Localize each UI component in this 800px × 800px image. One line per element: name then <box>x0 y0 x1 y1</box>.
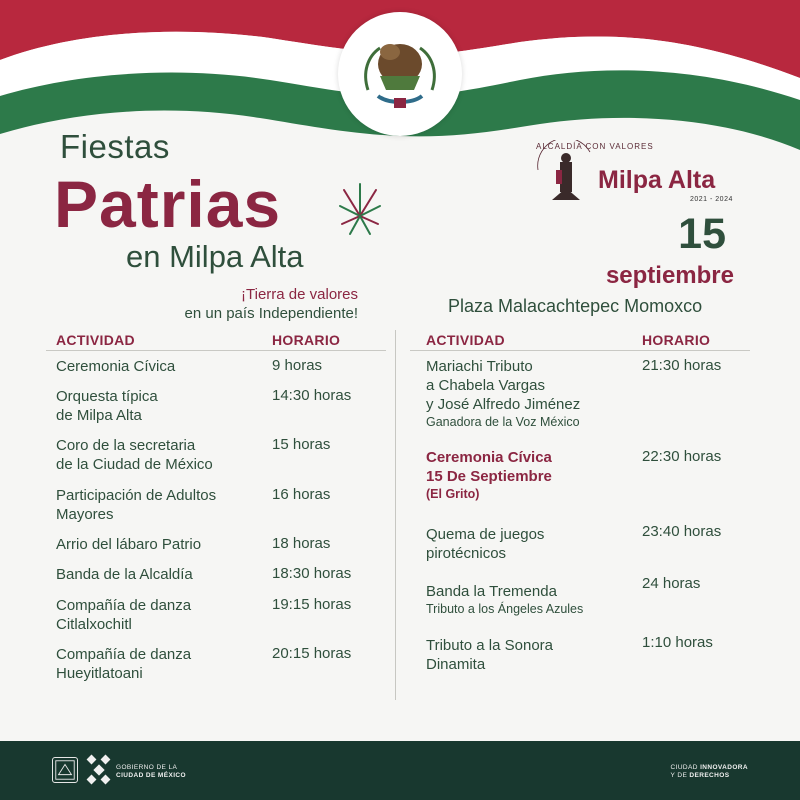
left-activity-8: Compañía de danza Hueyitlatoani <box>56 646 192 682</box>
column-divider <box>395 330 396 700</box>
right-time-1: 21:30 horas <box>642 357 722 374</box>
right-col-time-header: HORARIO <box>642 332 711 348</box>
left-header-rule <box>46 350 386 351</box>
title-fiestas: Fiestas <box>60 128 170 165</box>
national-emblem <box>338 12 462 136</box>
tagline-line1: ¡Tierra de valores <box>241 286 358 303</box>
eagle-emblem-icon <box>338 12 462 136</box>
right-activity-1: Mariachi Tributo a Chabela Vargas y José Alfredo Jiménez Ganadora de la Voz México <box>426 358 581 429</box>
left-activity-1: Ceremonia Cívica <box>56 358 176 375</box>
title-patrias: Patrias <box>54 167 282 241</box>
event-venue: Plaza Malacachtepec Momoxco <box>448 296 703 316</box>
left-activity-4: Participación de Adultos Mayores <box>56 487 217 523</box>
right-activity-4: Banda la Tremenda Tributo a los Ángeles Azules <box>426 583 584 616</box>
left-time-4: 16 horas <box>272 486 331 503</box>
right-time-5: 1:10 horas <box>642 634 713 651</box>
left-time-5: 18 horas <box>272 535 331 552</box>
title-en-milpa-alta: en Milpa Alta <box>126 239 304 274</box>
logo-years: 2021 - 2024 <box>690 196 733 203</box>
right-col-activity-header: ACTIVIDAD <box>426 332 505 348</box>
left-activity-5: Arrio del lábaro Patrio <box>56 536 202 553</box>
event-month: septiembre <box>605 262 734 289</box>
government-seal-icon <box>52 757 78 783</box>
left-time-8: 20:15 horas <box>272 645 352 662</box>
left-activity-3: Coro de la secretaria de la Ciudad de México <box>56 437 213 473</box>
right-time-3: 23:40 horas <box>642 523 722 540</box>
left-time-6: 18:30 horas <box>272 565 352 582</box>
left-col-time-header: HORARIO <box>272 332 341 348</box>
left-time-1: 9 horas <box>272 357 323 374</box>
footer-ciudad-text: CIUDAD INNOVADORA Y DE DERECHOS <box>670 764 748 779</box>
event-day: 15 <box>678 210 726 258</box>
left-time-2: 14:30 horas <box>272 387 352 404</box>
left-time-7: 19:15 horas <box>272 596 352 613</box>
right-header-rule <box>410 350 750 351</box>
firework-icon <box>336 176 384 238</box>
tagline <box>185 285 358 323</box>
logo-name: Milpa Alta <box>598 166 716 194</box>
milpa-alta-logo <box>530 140 740 212</box>
left-activity-7: Compañía de danza Citlalxochitl <box>56 597 192 633</box>
left-activity-2: Orquesta típica de Milpa Alta <box>56 388 158 424</box>
left-time-3: 15 horas <box>272 436 331 453</box>
cdmx-logo-icon <box>85 754 113 786</box>
right-time-2: 22:30 horas <box>642 448 722 465</box>
left-activity-6: Banda de la Alcaldía <box>56 566 193 583</box>
tagline-line2: en un país Independiente! <box>184 305 358 322</box>
footer-bar <box>0 741 800 800</box>
right-activity-5: Tributo a la Sonora Dinamita <box>426 637 554 673</box>
right-time-4: 24 horas <box>642 575 701 592</box>
logo-arc-text: ALCALDÍA CON VALORES <box>536 142 654 151</box>
right-activity-3: Quema de juegos pirotécnicos <box>426 526 545 562</box>
footer-gobierno-text: GOBIERNO DE LA CIUDAD DE MÉXICO <box>116 764 186 779</box>
right-activity-2: Ceremonia Cívica 15 De Septiembre (El Grito) <box>426 449 552 501</box>
left-col-activity-header: ACTIVIDAD <box>56 332 135 348</box>
